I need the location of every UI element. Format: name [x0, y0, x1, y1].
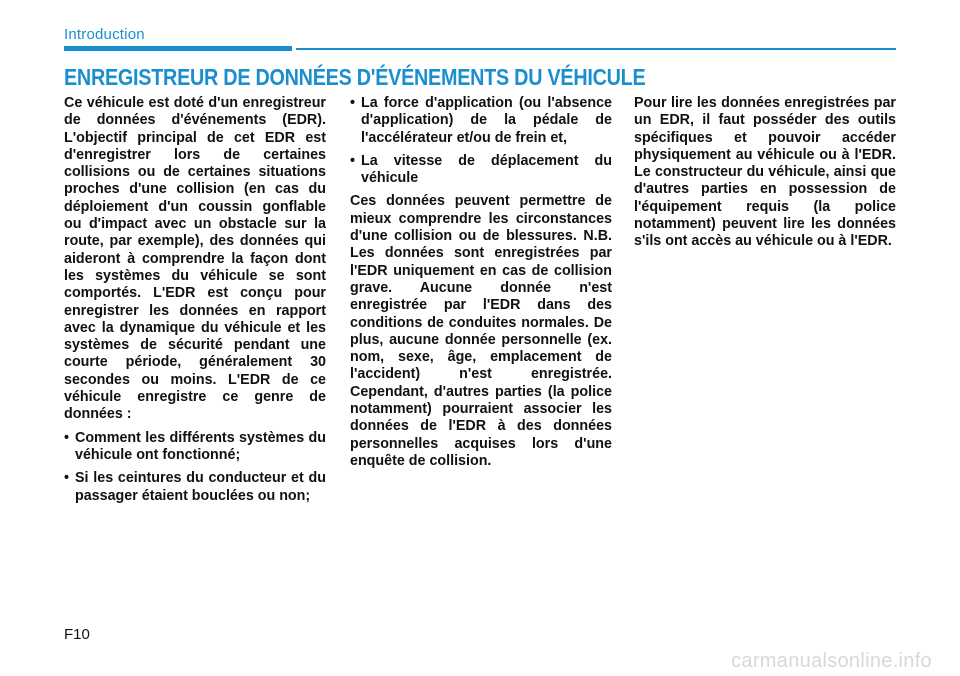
header-rule-thin: [296, 48, 896, 50]
body-paragraph: Ces données peuvent permettre de mieux comprendre les circonstances d'une collision ou de blessures. N.B. Les données sont enregistrées par l'EDR uniquement en cas de collision grave. Aucune donnée n'est enregistrée par l'EDR dans des conditions de conduites normales. De plus, aucune donnée personnelle (ex. nom, sexe, âge, emplacement de l'accident) n'est enregistrée. Cependant, d'autres parties (la police notamment) pourraient associer les données de l'EDR à des données personnelles acquises lors d'une enquête de collision.: [350, 193, 612, 469]
text-column-3: [634, 95, 896, 257]
body-paragraph: Pour lire les données enregistrées par un EDR, il faut posséder des outils spécifiques et pouvoir accéder physiquement au véhicule ou à l'EDR. Le constructeur du véhicule, ainsi que d'autres parties en possession de l'équipement requis (la police notamment) peuvent lire les données s'ils ont accès au véhicule ou à l'EDR.: [634, 95, 896, 250]
bullet-list-2: [350, 95, 612, 187]
watermark: carmanualsonline.info: [731, 650, 932, 672]
section-label: Introduction: [64, 26, 145, 43]
list-item: • La force d'application (ou l'absence d'application) de la pédale de l'accélérateur et/ou de frein et,: [350, 95, 612, 147]
list-item: • Si les ceintures du conducteur et du passager étaient bouclées ou non;: [64, 470, 326, 505]
list-item: • Comment les différents systèmes du véhicule ont fonctionné;: [64, 430, 326, 465]
text-column-1: [64, 95, 326, 511]
intro-paragraph: Ce véhicule est doté d'un enregistreur de données d'événements (EDR). L'objectif principal de cet EDR est d'enregistrer lors de certaines collisions ou de certaines situations proches d'une collision (en cas du déploiement d'un coussin gonflable ou d'impact avec un obstacle sur la route, par exemple), des données qui aideront à comprendre la façon dont les systèmes du véhicule se sont comportés. L'EDR est conçu pour enregistrer les données en rapport avec la dynamique du véhicule et les systèmes de sécurité pendant une courte période, généralement 30 secondes ou moins. L'EDR de ce véhicule enregistre ce genre de données :: [64, 95, 326, 423]
list-item: • La vitesse de déplacement du véhicule: [350, 153, 612, 188]
bullet-list-1: [64, 430, 326, 505]
page-number: F10: [64, 626, 90, 643]
page-title: ENREGISTREUR DE DONNÉES D'ÉVÉNEMENTS DU VÉHICULE: [64, 64, 646, 90]
text-column-2: [350, 95, 612, 476]
header-rule-thick: [64, 46, 292, 51]
